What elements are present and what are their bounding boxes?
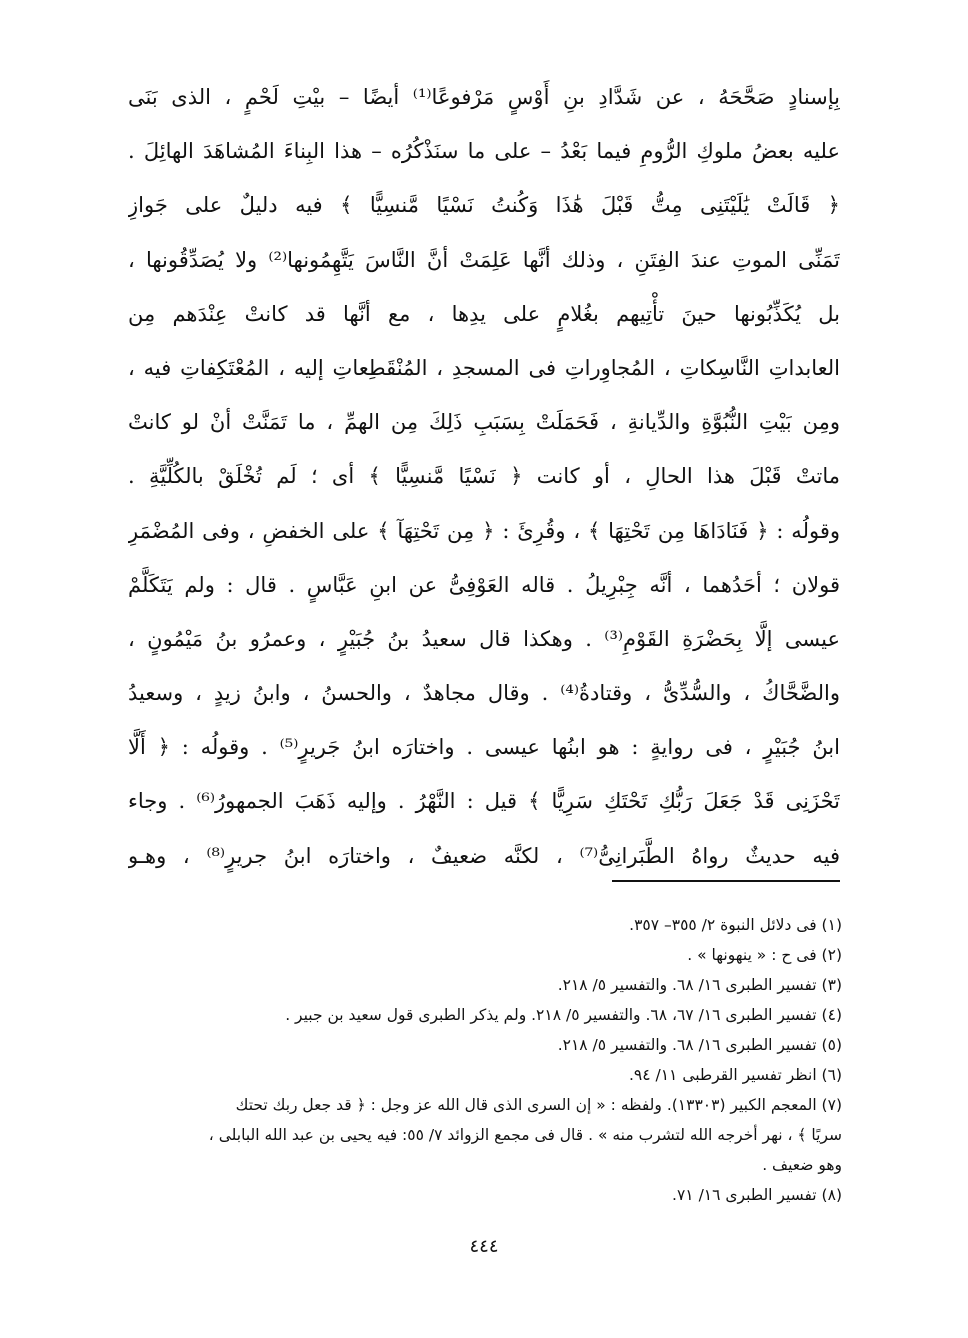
text-line: ومِن بَيْتِ النُّبُوَّةِ والدِّيانةِ ، فَحَمَلَتْ بِسَبَبِ ذَلِكَ مِن الهمِّ ، ما تَمَنَّتْ أنْ لو كانتْ [128, 410, 840, 435]
footnote: (٣) تفسير الطبرى ١٦/ ٦٨. والتفسير ٥/ ٢١٨. [557, 976, 842, 994]
footnote-separator [612, 880, 840, 882]
footnote: (٢) فى ح : « ينهونها » . [687, 946, 842, 964]
text-line: بل يُكَذِّبُونها حينَ تأْتِيهم بغُلامٍ على يدِها ، مع أنَّها قد كانتْ عِنْدَهم مِن [128, 301, 840, 326]
text-line: ماتتْ قَبْلَ هذا الحالِ ، أو كانت ﴿ نَسْيًا مَّنسِيًّا ﴾ أى ؛ لَم تُخْلَقْ بالكُلِّيَّةِ . [128, 464, 840, 489]
text-line: العابداتِ النَّاسِكاتِ ، المُجاوِراتِ فى المسجدِ ، المُنْقَطِعاتِ إليه ، المُعْتَكِفاتِ فيه ، [128, 355, 840, 380]
text-line: فيه حديثٌ رواهُ الطَّبَرانِىُّ⁽⁷⁾ ، لكنَّه ضعيفٌ ، واختارَه ابنُ جريرٍ⁽⁸⁾ ، وهـو [128, 843, 840, 868]
page-number: ٤٤٤ [469, 1236, 499, 1257]
text-line: بِإسنادٍ صَحَّحَهُ ، عن شَدَّادِ بنِ أَوْسٍ مَرْفوعًا⁽¹⁾ أيضًا – بيْتِ لَحْمٍ ، الذى بَنَى [128, 85, 840, 109]
text-line: قولان ؛ أحَدُهما ، أنَّه جِبْرِيلُ . قاله العَوْفِىُّ عن ابنِ عَبَّاسٍ . قال : ولم يَتَكَلَّمْ [128, 572, 840, 597]
text-line: عليه بعضُ ملوكِ الرُّومِ فيما بَعْدُ – على ما سنَذْكُرُه – هذا البِناءَ المُشاهَدَ الهائِلَ . [128, 139, 840, 164]
footnotes [160, 910, 842, 1210]
footnote: (١) فى دلائل النبوة ٢/ ٣٥٥– ٣٥٧. [629, 916, 842, 934]
text-line: ﴿ قَالَتْ يَٰلَيْتَنِى مِتُّ قَبْلَ هَٰذَا وَكُنتُ نَسْيًا مَّنسِيًّا ﴾ فيه دليلٌ على جَوازِ [128, 193, 840, 218]
footnote: (٧) المعجم الكبير (١٣٣٠٣). ولفظه : « إن السرى الذى قال الله عز وجل : ﴿ قد جعل ربك تحتك [235, 1096, 842, 1114]
footnote-continuation: وهو ضعيف . [762, 1156, 842, 1174]
text-line: والضَّحَّاكُ ، والسُّدِّىُّ ، وقتادةُ⁽⁴⁾ . وقال مجاهدٌ ، والحسنُ ، وابنُ زيدٍ ، وسعيدُ [128, 681, 840, 706]
main-text [128, 70, 840, 883]
footnote: (٤) تفسير الطبرى ١٦/ ٦٧، ٦٨. والتفسير ٥/ ٢١٨. ولم يذكر الطبرى قول سعيد بن جبير . [285, 1006, 842, 1024]
text-line: تَحْزَنِى قَدْ جَعَلَ رَبُّكِ تَحْتَكِ سَرِيًّا ﴾ قيل : النَّهْرُ . وإليه ذَهَبَ الجمهورُ⁽⁶⁾ . وجاء [128, 789, 840, 814]
footnote: (٦) انظر تفسير القرطبى ١١/ ٩٤. [628, 1066, 842, 1084]
text-line: تَمَنِّى الموتِ عندَ الفِتَنِ ، وذلك أنَّها عَلِمَتْ أنَّ النَّاسَ يَتَّهِمُونها⁽²⁾ ولا يُصَدِّقُونها ، [128, 247, 840, 272]
footnote: (٥) تفسير الطبرى ١٦/ ٦٨. والتفسير ٥/ ٢١٨. [557, 1036, 842, 1054]
footnote: (٨) تفسير الطبرى ١٦/ ٧١. [672, 1186, 842, 1204]
text-line: ابنُ جُبَيْرٍ ، فى روايةٍ : هو ابنُها عيسى . واختارَه ابنُ جَريرٍ⁽⁵⁾ . وقولُه : ﴿ أَلَّا [128, 735, 840, 760]
footnote-continuation: سريًا ﴾ ، نهر أخرجه الله لتشرب منه » . قال فى مجمع الزوائد ٧/ ٥٥: فيه يحيى بن عبد الله البابلى ، [208, 1126, 842, 1144]
text-line: وقولُه : ﴿ فَنَادَاهَا مِن تَحْتِهَا ﴾ ، وقُرِئَ : ﴿ مِن تَحْتِهَآ ﴾ على الخفضِ ، وفى المُضْمَرِ [128, 518, 840, 543]
text-line: عيسى إلَّا بِحَضْرَةِ القَوْمِ⁽³⁾ . وهكذا قال سعيدُ بنُ جُبَيْرٍ ، وعمرُو بنُ مَيْمُونٍ ، [128, 626, 840, 651]
